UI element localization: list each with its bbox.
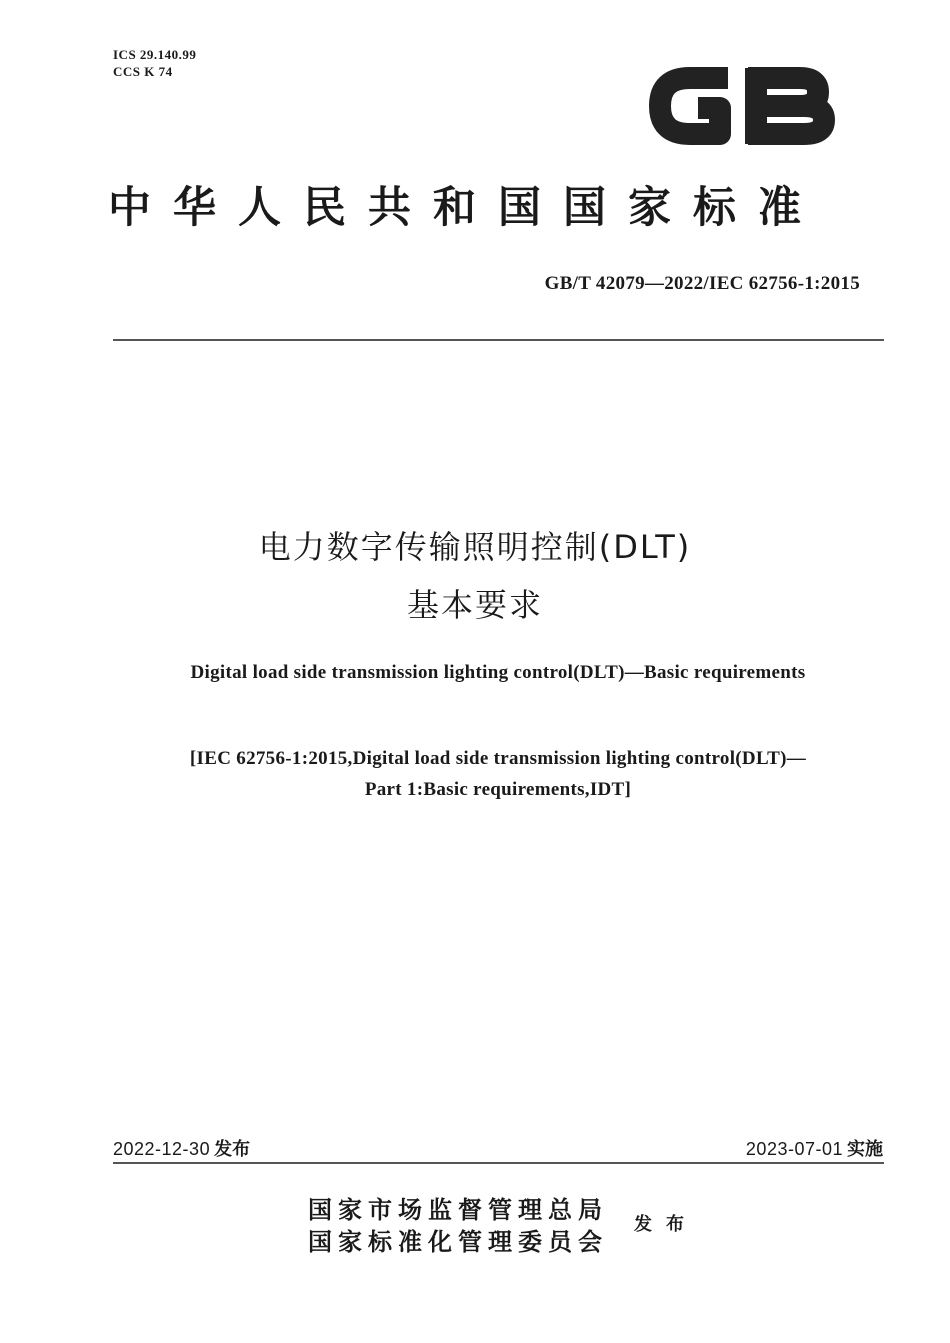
- issue-label: 发布: [214, 1139, 251, 1160]
- issue-date-block: [113, 1135, 250, 1161]
- issuer-line1: 国家市场监督管理总局: [308, 1195, 608, 1224]
- ccs-code: CCS K 74: [113, 64, 173, 79]
- effective-date: 2023-07-01: [745, 1139, 843, 1159]
- title-cn-line1: 电力数字传输照明控制(DLT): [258, 528, 692, 566]
- effective-label: 实施: [847, 1139, 883, 1160]
- classification-codes: [113, 46, 196, 80]
- title-cn-line2: 基本要求: [406, 586, 543, 624]
- effective-date-block: [746, 1135, 883, 1161]
- title-en: Digital load side transmission lighting control(DLT)—Basic requirements: [190, 662, 806, 683]
- issuer-line2: 国家标准化管理委员会: [308, 1227, 608, 1256]
- header-divider: [113, 339, 884, 341]
- national-standard-title: 中华人民共和国国家标准: [108, 183, 823, 233]
- ics-code: ICS 29.140.99: [113, 47, 197, 62]
- idt-line1: [IEC 62756-1:2015,Digital load side transmission lighting control(DLT)—: [189, 748, 807, 769]
- logo-text: GB: [640, 56, 642, 57]
- standard-number: GB/T 42079—2022/IEC 62756-1:2015: [544, 273, 860, 294]
- idt-line2: Part 1:Basic requirements,IDT]: [364, 779, 632, 800]
- footer-divider: [113, 1162, 884, 1164]
- gb-logo: [640, 56, 836, 156]
- issue-date: 2022-12-30: [113, 1139, 211, 1159]
- publish-label: 发布: [634, 1214, 698, 1235]
